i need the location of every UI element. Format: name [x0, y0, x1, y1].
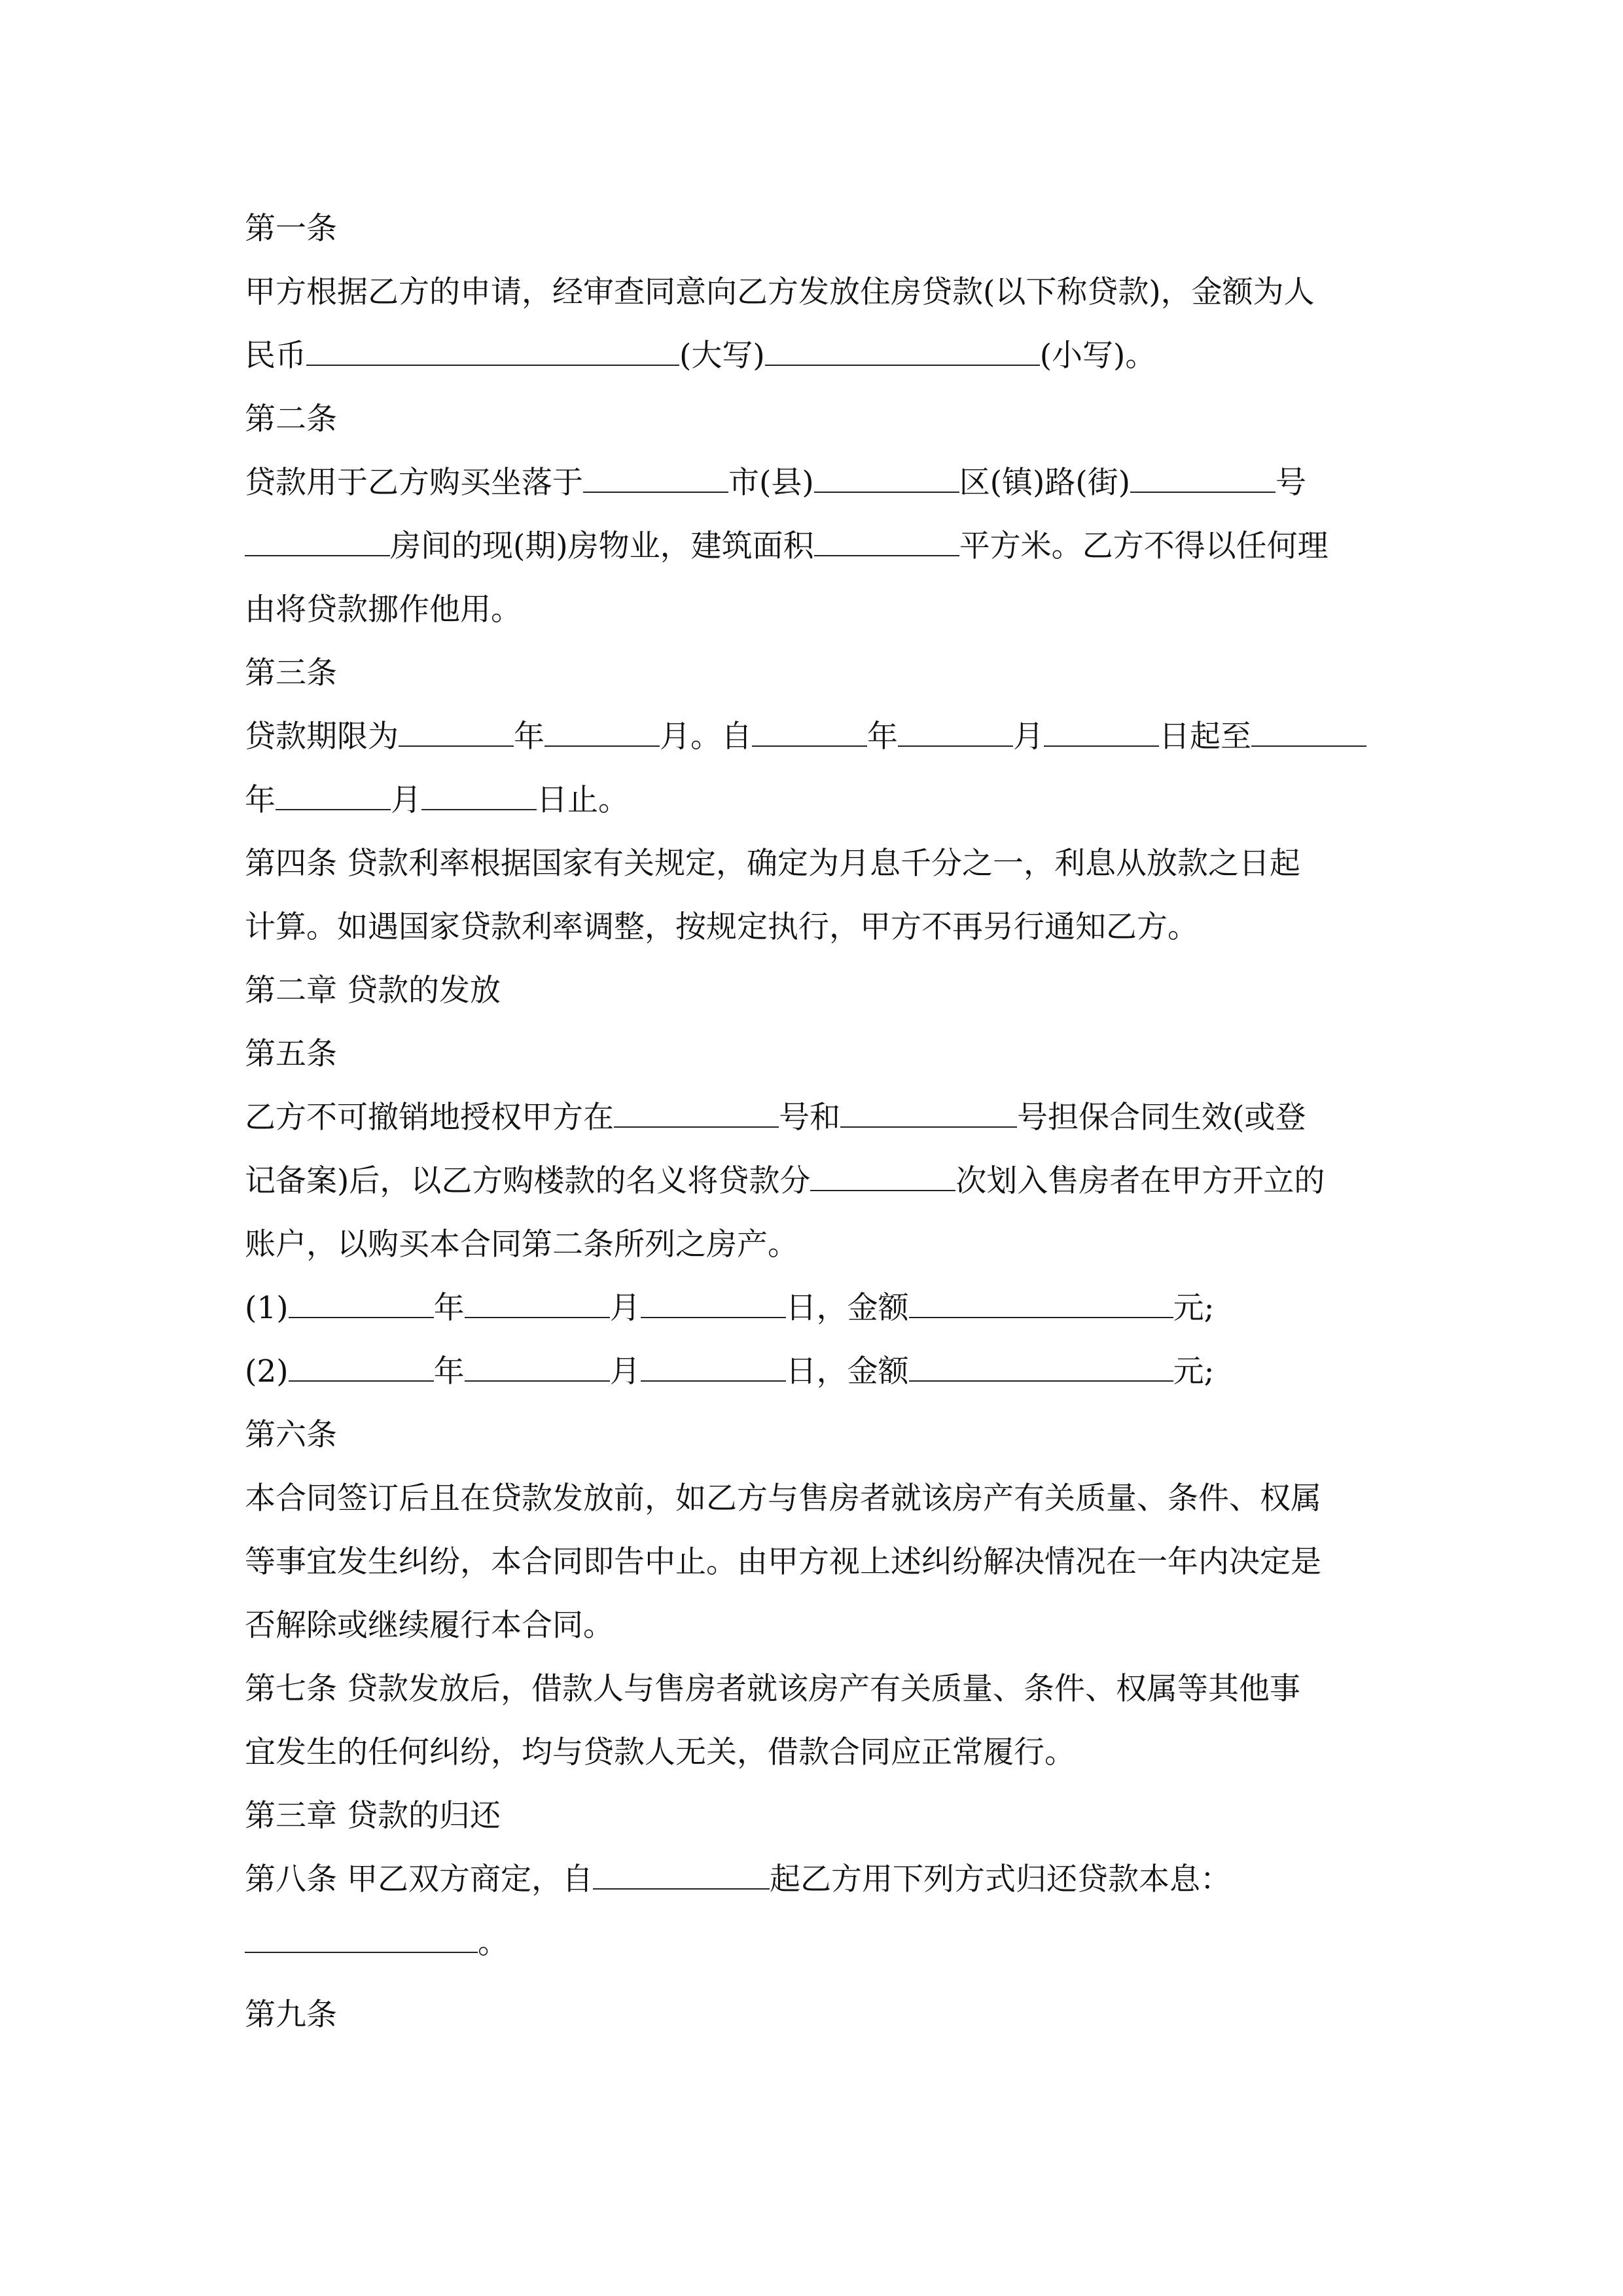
article-2-text: 由将贷款挪作他用。 — [245, 592, 522, 628]
article-3-heading: 第三条 — [245, 655, 337, 691]
article-7-text: 第七条 贷款发放后，借款人与售房者就该房产有关质量、条件、权属等其他事 — [245, 1671, 1300, 1707]
article-5-authorization: 乙方不可撤销地授权甲方在 号和 号担保合同生效(或登 — [245, 1095, 1306, 1141]
article-2-heading: 第二条 — [245, 401, 337, 437]
article-9-heading: 第九条 — [245, 1997, 337, 2033]
floor-area-blank — [814, 525, 959, 556]
article-1-amount: 民币 (大写) (小写)。 — [245, 333, 1156, 379]
installment-row-1: (1) 年 月 日，金额 元; — [245, 1285, 1214, 1331]
city-blank — [583, 461, 728, 493]
article-8-repayment-method: 。 — [245, 1920, 508, 1966]
article-5-text: 账户，以购买本合同第二条所列之房产。 — [245, 1227, 798, 1263]
article-3-end-date: 年 月 日止。 — [245, 778, 629, 823]
article-1-text: 甲方根据乙方的申请，经审查同意向乙方发放住房贷款(以下称贷款)，金额为人 — [245, 274, 1315, 310]
amount-figures-blank — [765, 334, 1040, 366]
chapter-2-title: 第二章 贷款的发放 — [245, 973, 501, 1009]
installment-row-2: (2) 年 月 日，金额 元; — [245, 1349, 1214, 1395]
article-2-area: 房间的现(期)房物业，建筑面积 平方米。乙方不得以任何理 — [245, 524, 1329, 569]
article-5-installments: 记备案)后，以乙方购楼款的名义将贷款分 次划入售房者在甲方开立的 — [245, 1158, 1325, 1204]
article-6-heading: 第六条 — [245, 1417, 337, 1453]
chapter-3-title: 第三章 贷款的归还 — [245, 1798, 501, 1834]
room-blank — [245, 525, 390, 556]
article-1-heading: 第一条 — [245, 211, 337, 247]
article-7-text-cont: 宜发生的任何纠纷，均与贷款人无关，借款合同应正常履行。 — [245, 1734, 1075, 1770]
amount-words-blank — [306, 334, 679, 366]
article-8-text: 第八条 甲乙双方商定，自 起乙方用下列方式归还贷款本息： — [245, 1857, 1231, 1903]
district-blank — [814, 461, 959, 493]
repayment-method-blank — [245, 1922, 478, 1953]
article-4-text-cont: 计算。如遇国家贷款利率调整，按规定执行，甲方不再另行通知乙方。 — [245, 909, 1198, 945]
article-6-text: 本合同签订后且在贷款发放前，如乙方与售房者就该房产有关质量、条件、权属 — [245, 1480, 1321, 1516]
article-5-heading: 第五条 — [245, 1036, 337, 1072]
street-number-blank — [1130, 461, 1275, 493]
article-2-location: 贷款用于乙方购买坐落于 市(县) 区(镇)路(街) 号 — [245, 460, 1306, 506]
article-4-text: 第四条 贷款利率根据国家有关规定，确定为月息千分之一，利息从放款之日起 — [245, 846, 1300, 882]
article-6-text-end: 否解除或继续履行本合同。 — [245, 1607, 614, 1643]
article-3-term: 贷款期限为 年 月。自 年 月 日起至 — [245, 714, 1366, 760]
article-6-text-cont: 等事宜发生纠纷，本合同即告中止。由甲方视上述纠纷解决情况在一年内决定是 — [245, 1544, 1321, 1580]
